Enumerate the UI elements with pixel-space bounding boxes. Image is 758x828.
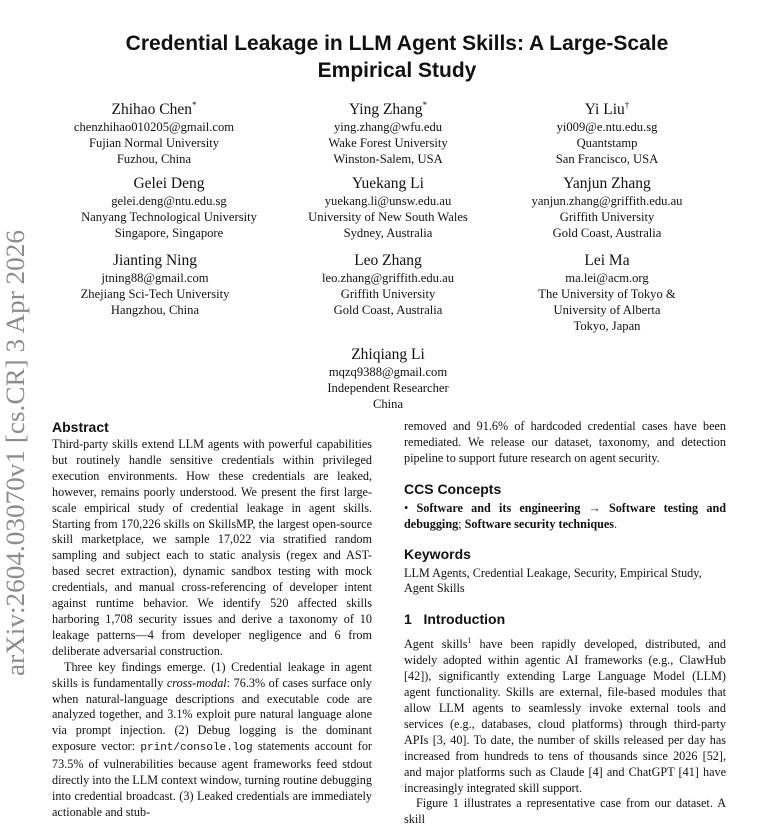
- author-affiliation: University of New South Wales: [308, 210, 468, 224]
- author-block: [49, 174, 289, 241]
- author-block: [487, 251, 727, 334]
- ccs-heading: CCS Concepts: [404, 480, 502, 497]
- keywords-text: LLM Agents, Credential Leakage, Security, Empirical Study, Agent Skills: [404, 565, 702, 596]
- author-location: San Francisco, USA: [555, 152, 659, 167]
- arxiv-id-text: arXiv:2604.03070v1 [cs.CR] 3 Apr 2026: [1, 249, 30, 676]
- author-affiliation: The University of Tokyo &: [538, 287, 676, 301]
- author-affiliation-2: University of Alberta: [553, 303, 661, 317]
- author-name: Leo Zhang: [354, 252, 422, 269]
- author-block: [34, 96, 274, 167]
- author-location: Gold Coast, Australia: [552, 226, 662, 240]
- author-email: yanjun.zhang@griffith.edu.au: [531, 194, 683, 208]
- author-affiliation: Nanyang Technological University: [81, 210, 257, 224]
- author-location: China: [372, 397, 404, 411]
- right-column: [404, 419, 726, 828]
- author-email: ying.zhang@wfu.edu: [333, 120, 443, 135]
- abstract-paragraph-2: Three key findings emerge. (1) Credential leakage in agent skills is fundamentally cross-modal: 76.3% of cases surface only when natural-language descriptions and executable code are analyzed together, and 3.1% exploit pure natural language alone via prompt injection. (2) Debug logging is the dominant exposure vector: print/console.log statements account for 73.5% of vulnerabilities because agent frameworks feed stdout directly into the LLM context window, turning routine debugging into credential broadcast. (3) Leaked credentials are immediately actionable and stub-: [52, 659, 372, 819]
- author-block: [487, 96, 727, 167]
- author-name: Jianting Ning: [113, 252, 197, 269]
- author-mark: *: [192, 100, 197, 110]
- author-affiliation: Independent Researcher: [327, 381, 449, 395]
- author-name: Zhihao Chen: [111, 101, 192, 119]
- author-name: Gelei Deng: [133, 175, 205, 192]
- author-affiliation: Zhejiang Sci-Tech University: [80, 287, 230, 301]
- author-name: Yuekang Li: [352, 175, 424, 192]
- author-location: Gold Coast, Australia: [333, 303, 443, 317]
- author-email: jtning88@gmail.com: [101, 271, 209, 285]
- author-location: Singapore, Singapore: [114, 226, 224, 240]
- author-name: Ying Zhang: [348, 101, 423, 119]
- author-block: [268, 345, 508, 412]
- emphasis-text: cross-modal: [166, 675, 227, 690]
- author-affiliation: Griffith University: [559, 210, 655, 224]
- inline-code: print/console.log: [140, 742, 253, 755]
- author-block: [487, 174, 727, 241]
- author-block: [268, 96, 508, 167]
- author-block: [268, 251, 508, 318]
- author-email: yi009@e.ntu.edu.sg: [556, 120, 658, 135]
- keywords-heading: Keywords: [404, 545, 471, 562]
- author-location: Winston-Salem, USA: [333, 152, 443, 167]
- title-line-1: Credential Leakage in LLM Agent Skills: A Large-Scale: [125, 32, 669, 55]
- ccs-concepts: • Software and its engineering → Software testing and debugging; Software security techniques.: [404, 500, 726, 531]
- author-location: Fuzhou, China: [116, 152, 192, 167]
- author-location: Hangzhou, China: [110, 303, 200, 317]
- section-number: 1: [404, 611, 412, 628]
- author-affiliation: Fujian Normal University: [88, 136, 220, 151]
- author-location: Sydney, Australia: [343, 226, 433, 240]
- author-affiliation: Quantstamp: [576, 136, 638, 151]
- title-line-2: Empirical Study: [317, 59, 477, 82]
- author-mark: †: [624, 100, 630, 110]
- author-block: [268, 174, 508, 241]
- author-email: gelei.deng@ntu.edu.sg: [111, 194, 227, 208]
- author-email: ma.lei@acm.org: [565, 271, 649, 285]
- author-email: yuekang.li@unsw.edu.au: [324, 194, 452, 208]
- author-name: Zhiqiang Li: [351, 346, 425, 363]
- author-location: Tokyo, Japan: [573, 319, 641, 333]
- author-affiliation: Griffith University: [340, 287, 436, 301]
- introduction-heading: 1 Introduction: [404, 611, 506, 628]
- footnote-marker: 1: [467, 636, 472, 646]
- introduction-paragraph-1: Agent skills$^1$ have been rapidly developed, distributed, and widely adopted within agentic AI frameworks (e.g., ClawHub [42]), significantly extending Large Language Model (LLM) agent functionality. Skills are external, file-based modules that allow LLM agents to seamlessly invoke external tools and services (e.g., databases, cloud platforms) through third-party APIs [3, 40]. To date, the number of skills released per day has increased from hundreds to tens of thousands since 2026 [52], and major platforms such as Claude [4] and ChatGPT [41] have increasingly integrated skill support.: [404, 636, 726, 795]
- author-name: Lei Ma: [584, 252, 630, 269]
- paper-title: [62, 30, 732, 84]
- author-email: chenzhihao010205@gmail.com: [73, 120, 235, 135]
- author-block: [35, 251, 275, 318]
- abstract-heading: Abstract: [52, 419, 109, 435]
- author-name: Yanjun Zhang: [563, 175, 651, 192]
- introduction-paragraph-2: Figure 1 illustrates a representative case from our dataset. A skill: [404, 796, 726, 827]
- author-email: leo.zhang@griffith.edu.au: [321, 271, 454, 285]
- abstract-continuation: removed and 91.6% of hardcoded credential cases have been remediated. We release our dataset, taxonomy, and detection pipeline to support future research on agent security.: [404, 419, 726, 465]
- author-name: Yi Liu: [584, 101, 625, 119]
- abstract-section: [52, 418, 372, 821]
- abstract-paragraph-1: Third-party skills extend LLM agents with powerful capabilities but routinely handle sensitive credentials within privileged execution environments. How these credentials are leaked, however, remains poorly understood. We present the first large-scale empirical study of credential leakage in agent skills. Starting from 170,226 skills on SkillsMP, the largest open-source skill marketplace, we sample 17,022 via stratified random sampling and subject each to static analysis (regex and AST-based secret extraction), dynamic sandbox testing with mock credentials, and manual cross-referencing of developer intent against runtime behavior. We identify 520 affected skills harboring 1,708 security issues and derive a taxonomy of 10 leakage patterns—4 from developer negligence and 6 from deliberate adversarial construction.: [52, 437, 372, 658]
- author-affiliation: Wake Forest University: [328, 136, 448, 151]
- author-email: mqzq9388@gmail.com: [328, 365, 448, 379]
- author-mark: *: [422, 100, 428, 110]
